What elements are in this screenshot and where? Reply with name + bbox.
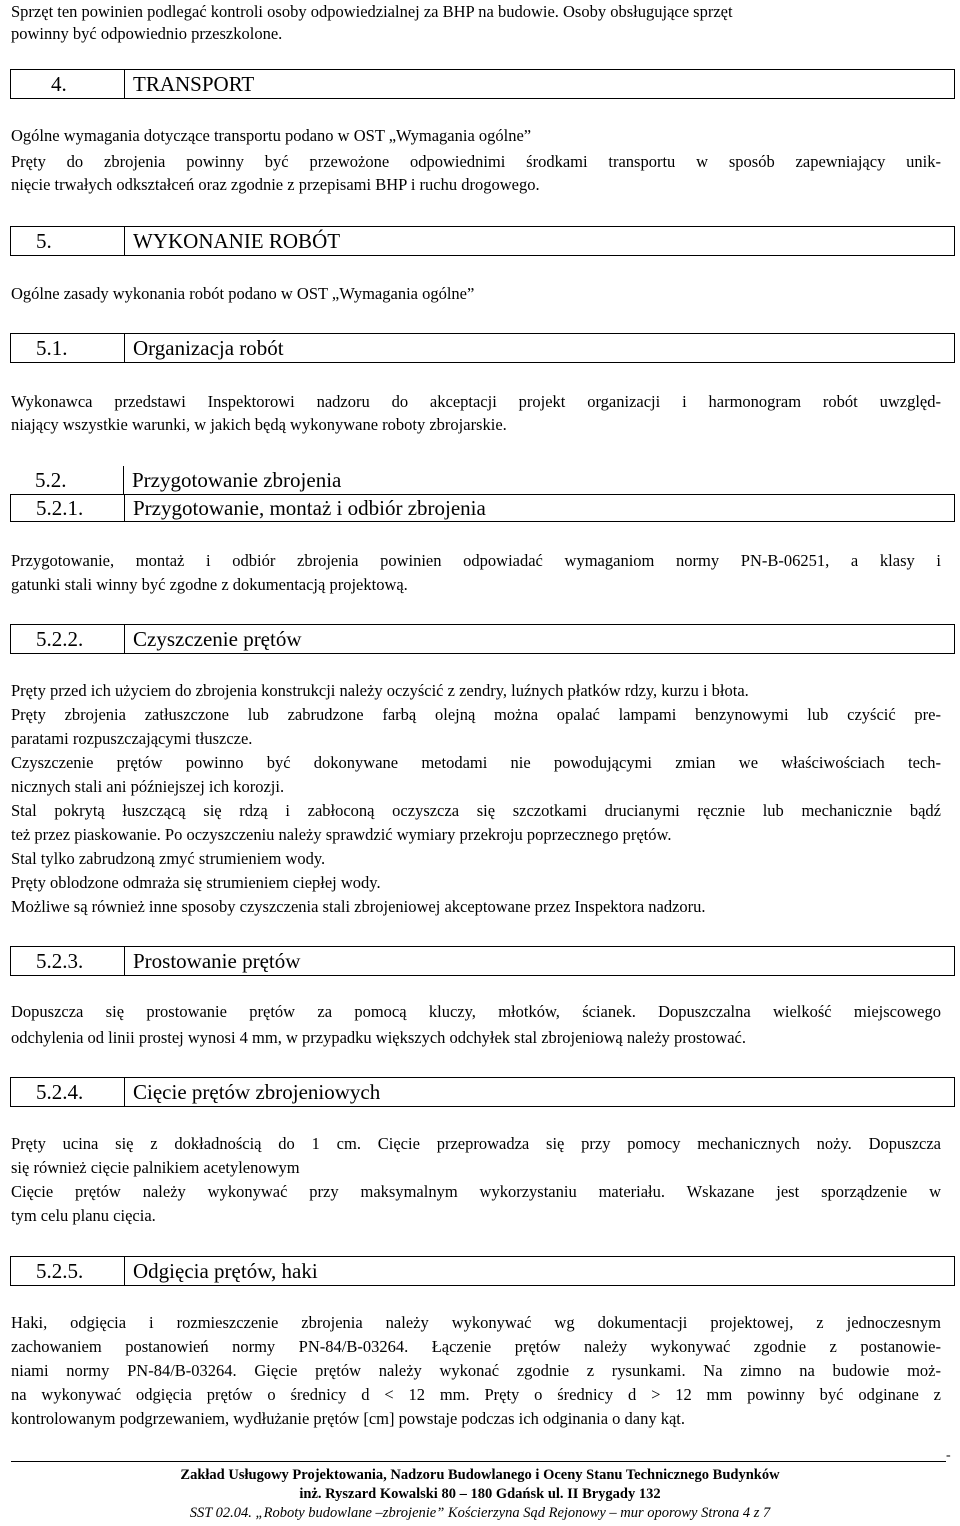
heading-divider: [124, 494, 125, 521]
heading-divider: [124, 334, 125, 362]
body-line: Pręty do zbrojenia powinny być przewożone odpowiednimi środkami transportu w sposób zapewniający unik-: [11, 152, 941, 171]
heading-divider: [123, 466, 124, 494]
section-title: Czyszczenie prętów: [133, 627, 302, 651]
body-line: Wykonawca przedstawi Inspektorowi nadzoru do akceptacji projekt organizacji i harmonogram robót uwzględ-: [11, 392, 941, 411]
section-title: Przygotowanie, montaż i odbiór zbrojenia: [133, 496, 486, 520]
body-line: Pręty zbrojenia zatłuszczone lub zabrudzone farbą olejną można opalać lampami benzynowymi lub czyścić pre-: [11, 705, 941, 724]
body-line: nicznych stali ani późniejszej ich korozji.: [11, 777, 285, 796]
body-line: niający wszystkie warunki, w jakich będą wykonywane roboty zbrojarskie.: [11, 415, 507, 434]
body-line: paratami rozpuszczającymi tłuszcze.: [11, 729, 253, 748]
body-line: Możliwe są również inne sposoby czyszczenia stali zbrojeniowej akceptowane przez Inspektora nadzoru.: [11, 897, 706, 916]
heading-divider: [124, 625, 125, 653]
body-line: zachowaniem postanowień normy PN-84/B-03264. Łączenie prętów należy wykonywać zgodnie z postanowie-: [11, 1337, 941, 1356]
section-number: 5.1.: [36, 336, 68, 360]
section-number: 5.2.1.: [36, 496, 84, 520]
body-line: Pręty ucina się z dokładnością do 1 cm. Cięcie przeprowadza się przy pomocy mechanicznych noży. Dopuszcza: [11, 1134, 941, 1153]
body-line: Cięcie prętów należy wykonywać przy maksymalnym wykorzystaniu materiału. Wskazane jest sporządzenie w: [11, 1182, 941, 1201]
body-line: Ogólne wymagania dotyczące transportu podano w OST „Wymagania ogólne”: [11, 126, 532, 145]
footer-rule: [11, 1461, 946, 1462]
footer-document-info: SST 02.04. „Roboty budowlane –zbrojenie” Kościerzyna Sąd Rejonowy – mur oporowy Strona 4 z 7: [189, 1505, 771, 1521]
body-line: kontrolowanym podgrzewaniem, wydłużanie prętów [cm] powstaje podczas ich odginania o dany kąt.: [11, 1409, 686, 1428]
intro-line-2: powinny być odpowiednio przeszkolone.: [11, 24, 283, 43]
body-line: Dopuszcza się prostowanie prętów za pomocą kluczy, młotków, ścianek. Dopuszczalna wielkość miejscowego: [11, 1002, 941, 1021]
section-number: 5.2.4.: [36, 1080, 84, 1104]
body-line: Haki, odgięcia i rozmieszczenie zbrojenia należy wykonywać wg dokumentacji projektowej, z jednoczesnym: [11, 1313, 941, 1332]
section-title: Odgięcia prętów, haki: [133, 1259, 318, 1283]
section-5-1-heading: [10, 333, 955, 363]
heading-divider: [124, 1078, 125, 1106]
body-line: Ogólne zasady wykonania robót podano w OST „Wymagania ogólne”: [11, 284, 475, 303]
heading-divider: [124, 70, 125, 98]
section-number: 5.: [36, 229, 52, 253]
body-line: odchylenia od linii prostej wynosi 4 mm, w przypadku większych odchyłek stal zbrojeniową należy prostować.: [11, 1028, 746, 1047]
body-line: Pręty oblodzone odmraża się strumieniem ciepłej wody.: [11, 873, 381, 892]
section-title: Organizacja robót: [133, 336, 284, 360]
body-line: się również cięcie palnikiem acetylenowym: [11, 1158, 300, 1177]
heading-divider: [124, 1257, 125, 1285]
section-title: Cięcie prętów zbrojeniowych: [133, 1080, 381, 1104]
section-number: 5.2.5.: [36, 1259, 84, 1283]
body-line: gatunki stali winny być zgodne z dokumentacją projektową.: [11, 575, 408, 594]
section-4-heading: [10, 69, 955, 99]
body-line: tym celu planu cięcia.: [11, 1206, 156, 1225]
body-line: Stal tylko zabrudzoną zmyć strumieniem wody.: [11, 849, 326, 868]
section-number: 5.2.: [35, 468, 67, 492]
body-line: Przygotowanie, montaż i odbiór zbrojenia powinien odpowiadać wymaganiom normy PN-B-06251, a klasy i: [11, 551, 941, 570]
footer-address: inż. Ryszard Kowalski 80 – 180 Gdańsk ul. II Brygady 132: [299, 1486, 661, 1502]
body-line: też przez piaskowanie. Po oczyszczeniu należy sprawdzić wymiary przekroju poprzecznego prętów.: [11, 825, 672, 844]
body-line: nięcie trwałych odkształceń oraz zgodnie z przepisami BHP i ruchu drogowego.: [11, 175, 540, 194]
intro-line-1: Sprzęt ten powinien podlegać kontroli osoby odpowiedzialnej za BHP na budowie. Osoby obsługujące sprzęt: [11, 2, 733, 21]
section-title: WYKONANIE ROBÓT: [133, 229, 341, 253]
body-line: niami normy PN-84/B-03264. Gięcie prętów należy wykonać zgodnie z rysunkami. Na zimno na budowie moż-: [11, 1361, 941, 1380]
body-line: Pręty przed ich użyciem do zbrojenia konstrukcji należy oczyścić z zendry, luźnych płatków rdzy, kurzu i błota.: [11, 681, 749, 700]
section-5-2-3-heading: [10, 946, 955, 976]
section-5-2-4-heading: [10, 1077, 955, 1107]
section-number: 4.: [51, 72, 67, 96]
section-number: 5.2.2.: [36, 627, 84, 651]
section-title: TRANSPORT: [133, 72, 255, 96]
footer-dash: -: [946, 1448, 951, 1463]
section-5-2-heading: [10, 466, 955, 495]
section-5-2-1-heading: [10, 494, 955, 522]
section-5-heading: [10, 226, 955, 256]
section-title: Przygotowanie zbrojenia: [132, 468, 342, 492]
body-line: Stal pokrytą łuszczącą się rdzą i zabłoconą oczyszcza się szczotkami drucianymi ręcznie lub mechanicznie bądź: [11, 801, 941, 820]
section-5-2-5-heading: [10, 1256, 955, 1286]
heading-divider: [124, 227, 125, 255]
heading-divider: [124, 947, 125, 975]
section-number: 5.2.3.: [36, 949, 84, 973]
section-5-2-2-heading: [10, 624, 955, 654]
body-line: Czyszczenie prętów powinno być dokonywane metodami nie powodującymi zmian we właściwościach tech-: [11, 753, 941, 772]
body-line: na wykonywać odgięcia prętów o średnicy d < 12 mm. Pręty o średnicy d > 12 mm powinny być odginane z: [11, 1385, 941, 1404]
footer-company: Zakład Usługowy Projektowania, Nadzoru Budowlanego i Oceny Stanu Technicznego Budynków: [180, 1467, 780, 1483]
section-title: Prostowanie prętów: [133, 949, 301, 973]
